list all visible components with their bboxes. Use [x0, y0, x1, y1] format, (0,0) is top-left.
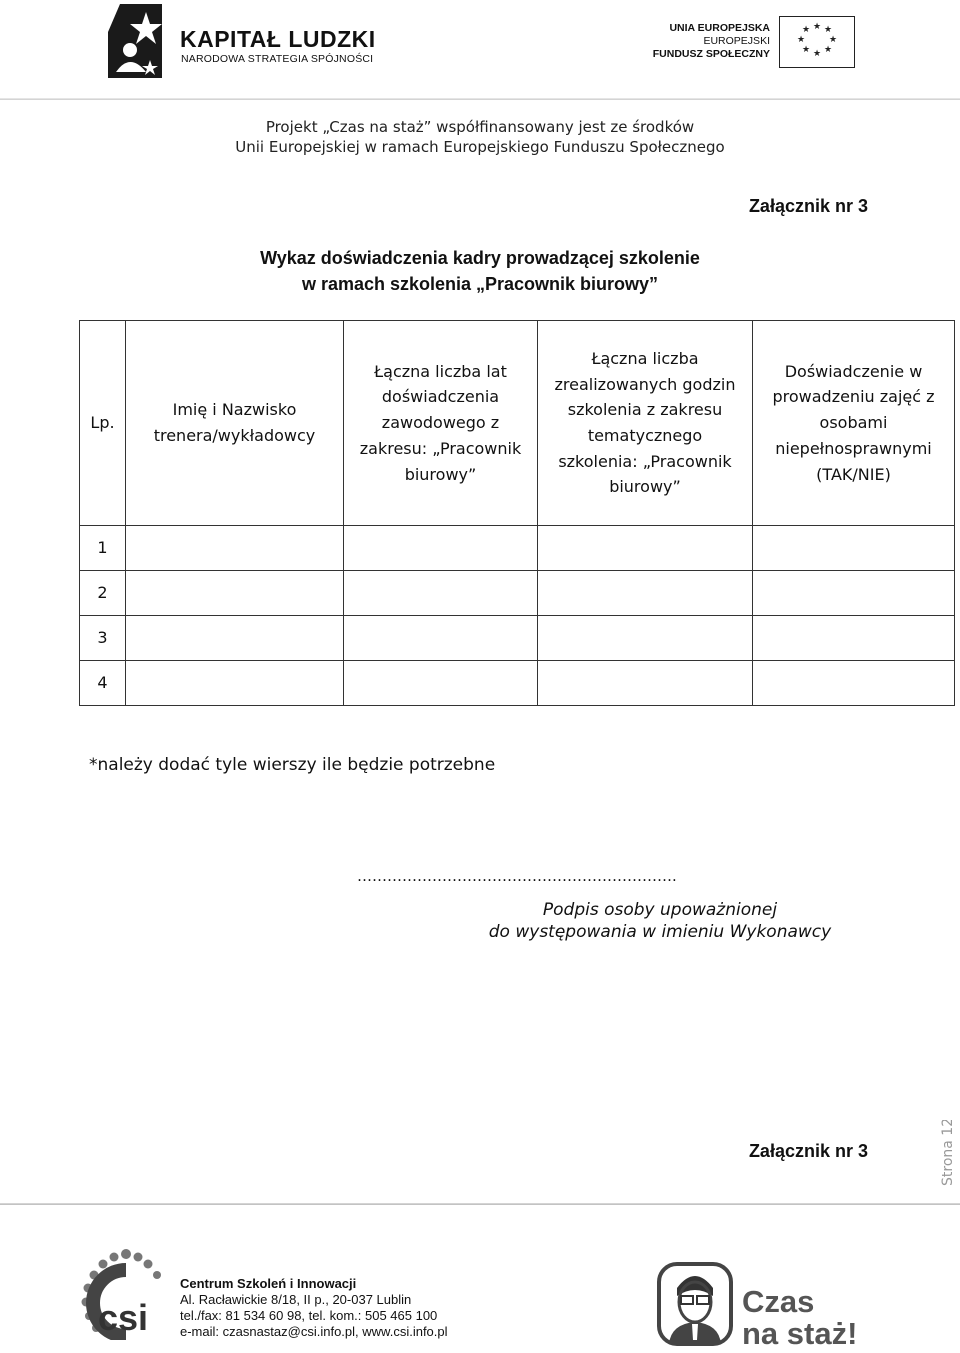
header-lp: Lp. [80, 321, 126, 526]
svg-text:★: ★ [796, 35, 806, 45]
table-row [80, 661, 955, 706]
signature-line: ………………………………………………………. [357, 867, 677, 885]
kapital-ludzki-logo [106, 2, 168, 80]
footer-contact [180, 1276, 448, 1340]
svg-text:★: ★ [828, 35, 838, 45]
eu-line2: EUROPEJSKI [703, 35, 770, 47]
svg-text:★: ★ [812, 49, 822, 59]
row-number: 2 [80, 571, 126, 616]
kapital-ludzki-subtitle: NARODOWA STRATEGIA SPÓJNOŚCI [181, 53, 374, 65]
person-icon [655, 1258, 735, 1348]
cell-hours[interactable] [538, 571, 753, 616]
header-divider [0, 98, 960, 100]
svg-text:★: ★ [823, 25, 833, 35]
signature-line1: Podpis osoby upoważnionej [542, 900, 778, 920]
czas-line1: Czas [742, 1284, 815, 1319]
eu-flag-icon [779, 16, 855, 68]
header-years: Łączna liczba lat doświadczenia zawodowego z zakresu: „Pracownik biurowy” [344, 321, 538, 526]
czas-line2: na staż! [742, 1316, 858, 1351]
cell-hours[interactable] [538, 616, 753, 661]
cell-disability[interactable] [753, 661, 955, 706]
footer-email: e-mail: czasnastaz@csi.info.pl, www.csi.info.pl [180, 1324, 448, 1339]
row-number: 4 [80, 661, 126, 706]
cell-name[interactable] [126, 661, 344, 706]
table-row [80, 571, 955, 616]
rows-note: *należy dodać tyle wierszy ile będzie potrzebne [89, 755, 496, 775]
header-disability: Doświadczenie w prowadzeniu zajęć z osobami niepełnosprawnymi (TAK/NIE) [753, 321, 955, 526]
header-name: Imię i Nazwisko trenera/wykładowcy [126, 321, 344, 526]
eu-text [653, 22, 770, 61]
row-number: 1 [80, 526, 126, 571]
header-hours: Łączna liczba zrealizowanych godzin szkolenia z zakresu tematycznego szkolenia: „Pracownik biurowy” [538, 321, 753, 526]
eu-line1: UNIA EUROPEJSKA [669, 22, 770, 34]
cell-name[interactable] [126, 616, 344, 661]
title-line2: w ramach szkolenia „Pracownik biurowy” [301, 274, 659, 294]
page-number-text: Strona 12 [940, 1120, 956, 1186]
svg-text:★: ★ [823, 45, 833, 55]
footer-address: Al. Racławickie 8/18, II p., 20-037 Lublin [180, 1292, 412, 1307]
cell-hours[interactable] [538, 526, 753, 571]
footer-org: Centrum Szkoleń i Innowacji [180, 1276, 357, 1291]
svg-text:★: ★ [801, 45, 811, 55]
table-row [80, 526, 955, 571]
cell-years[interactable] [344, 526, 538, 571]
cell-years[interactable] [344, 661, 538, 706]
cell-name[interactable] [126, 526, 344, 571]
row-number: 3 [80, 616, 126, 661]
cell-disability[interactable] [753, 571, 955, 616]
svg-text:★: ★ [812, 22, 822, 32]
page-number [935, 1120, 959, 1190]
signature-caption [380, 899, 940, 943]
cell-name[interactable] [126, 571, 344, 616]
project-line1: Projekt „Czas na staż” współfinansowany jest ze środków [265, 118, 695, 136]
kapital-ludzki-title: KAPITAŁ LUDZKI [180, 26, 376, 52]
experience-table [79, 320, 955, 706]
svg-text:csi: csi [98, 1297, 149, 1338]
signature-line2: do występowania w imieniu Wykonawcy [488, 922, 832, 942]
document-title [0, 245, 960, 297]
title-line1: Wykaz doświadczenia kadry prowadzącej szkolenie [260, 248, 700, 268]
table-header-row [80, 321, 955, 526]
eu-line3: FUNDUSZ SPOŁECZNY [652, 48, 770, 60]
attachment-label-bottom: Załącznik nr 3 [748, 1141, 868, 1161]
cell-years[interactable] [344, 616, 538, 661]
svg-text:★: ★ [801, 25, 811, 35]
footer-divider [0, 1203, 960, 1205]
cell-disability[interactable] [753, 616, 955, 661]
table-row [80, 616, 955, 661]
czas-na-staz-logo-text [742, 1286, 857, 1350]
project-line2: Unii Europejskiej w ramach Europejskiego Funduszu Społecznego [235, 138, 725, 156]
footer-phone: tel./fax: 81 534 60 98, tel. kom.: 505 465 100 [180, 1308, 438, 1323]
csi-logo [80, 1248, 172, 1340]
cell-years[interactable] [344, 571, 538, 616]
attachment-label: Załącznik nr 3 [748, 196, 868, 216]
cell-hours[interactable] [538, 661, 753, 706]
cell-disability[interactable] [753, 526, 955, 571]
project-info [0, 117, 960, 157]
